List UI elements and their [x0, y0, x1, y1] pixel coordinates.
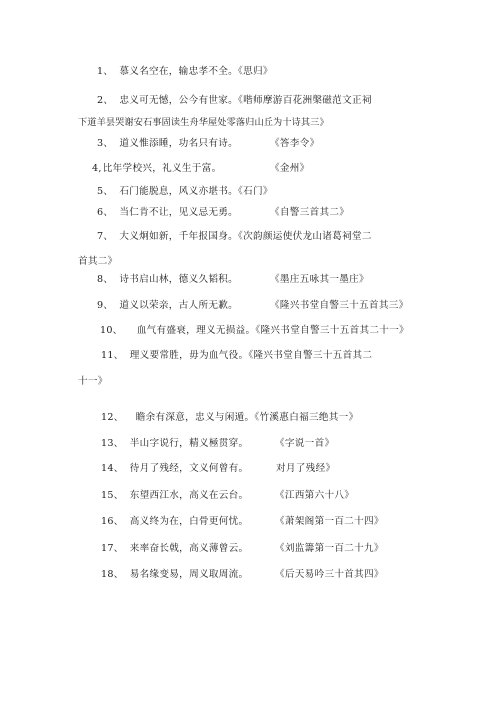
entry-14 — [101, 463, 248, 475]
entry-6 — [97, 207, 238, 219]
entry-number: 12、 — [101, 412, 124, 423]
entry-3 — [97, 138, 238, 150]
entry-8-source: 《墨庄五咏其一墨庄》 — [270, 274, 369, 285]
entry-number: 9、 — [97, 300, 114, 311]
entry-number: 3、 — [97, 138, 114, 149]
entry-number: 11、 — [101, 350, 124, 361]
entry-11-continuation: 十一》 — [78, 376, 108, 387]
entry-9-source: 《隆兴书堂自警三十五首其三》 — [270, 300, 409, 311]
entry-9 — [97, 300, 238, 312]
entry-number: 15、 — [101, 490, 124, 501]
entry-6-source: 《自警三首其二》 — [270, 207, 350, 218]
entry-number: 1、 — [97, 66, 114, 77]
entry-1 — [97, 66, 273, 78]
entry-number: 17、 — [101, 543, 124, 554]
entry-number: 4, — [92, 163, 102, 174]
entry-3-source: 《答李令》 — [270, 138, 320, 149]
entry-text: 道义以荣亲，古人所无歉。 — [119, 300, 239, 311]
entry-16 — [101, 516, 248, 528]
entry-12 — [101, 412, 358, 424]
entry-text: 慕义名空在，输忠孝不全。《思归》 — [119, 66, 273, 77]
entry-5 — [97, 186, 273, 198]
entry-text: 石门能脱息，风义亦堪书。《石门》 — [119, 186, 273, 197]
entry-number: 16、 — [101, 516, 124, 527]
entry-13-source: 《字说一首》 — [275, 438, 335, 449]
entry-text: 比年学校兴，礼义生于富。 — [102, 163, 222, 174]
entry-2 — [97, 95, 372, 107]
entry-2-continuation: 下道羊昙哭谢安石事固读生舟华屋处零落归山丘为十诗其三》 — [78, 117, 329, 128]
entry-text: 高义终为在，白骨更何忧。 — [129, 516, 249, 527]
entry-text: 忠义可无憾，公今有世家。《喈师摩游百花洲槃磁范文正祠 — [119, 95, 372, 106]
entry-number: 14、 — [101, 463, 124, 474]
entry-text: 半山字说行，精义極贯穿。 — [129, 438, 249, 449]
entry-text: 来率奋长戟，高义薄曾云。 — [129, 543, 249, 554]
entry-15-source: 《江西第六十八》 — [275, 490, 355, 501]
entry-7 — [97, 231, 372, 243]
entry-number: 6、 — [97, 207, 114, 218]
entry-text: 瞻余有深意，忠义与闲遁。《竹溪惠白福三绝其一》 — [135, 412, 359, 423]
entry-11 — [101, 350, 372, 362]
entry-text: 理义要常胜，毋为血气役。《隆兴书堂自警三十五首其二 — [129, 350, 373, 361]
entry-number: 2、 — [97, 95, 114, 106]
entry-13 — [101, 438, 248, 450]
entry-17-source: 《刘监籌第一百二十九》 — [275, 543, 384, 554]
entry-number: 13、 — [101, 438, 124, 449]
entry-number: 8、 — [97, 274, 114, 285]
entry-14-source: 对月了残经》 — [276, 463, 336, 474]
entry-16-source: 《萧架阁第一百二十四》 — [275, 516, 384, 527]
entry-text: 东望西江水，高义在云台。 — [129, 490, 249, 501]
entry-number: 5、 — [97, 186, 114, 197]
entry-15 — [101, 490, 248, 502]
entry-text: 待月了残经，文义何曾有。 — [129, 463, 249, 474]
entry-17 — [101, 543, 248, 555]
entry-4-source: 《金州》 — [270, 163, 310, 174]
entry-text: 诗书启山林，德义久韬积。 — [119, 274, 239, 285]
entry-text: 道义惟添睡，功名只有诗。 — [119, 138, 239, 149]
entry-text: 大义炯如新，千年报国身。《次韵颜运使伏龙山诸葛祠堂二 — [119, 231, 372, 242]
entry-number: 18、 — [101, 569, 124, 580]
entry-18-source: 《后天易吟三十首其四》 — [275, 569, 384, 580]
entry-text: 血气有盛衰，理义无损益。《隆兴书堂自警三十五首其二十一》 — [136, 325, 409, 336]
entry-number: 10、 — [100, 325, 123, 336]
entry-10 — [100, 325, 409, 337]
entry-text: 易名缘变易，周义取周流。 — [129, 569, 249, 580]
entry-18 — [101, 569, 248, 581]
entry-text: 当仁肯不让，见义忌无勇。 — [119, 207, 239, 218]
entry-number: 7、 — [97, 231, 114, 242]
entry-4 — [92, 163, 222, 175]
entry-7-continuation: 首其二》 — [78, 256, 118, 267]
entry-8 — [97, 274, 238, 286]
